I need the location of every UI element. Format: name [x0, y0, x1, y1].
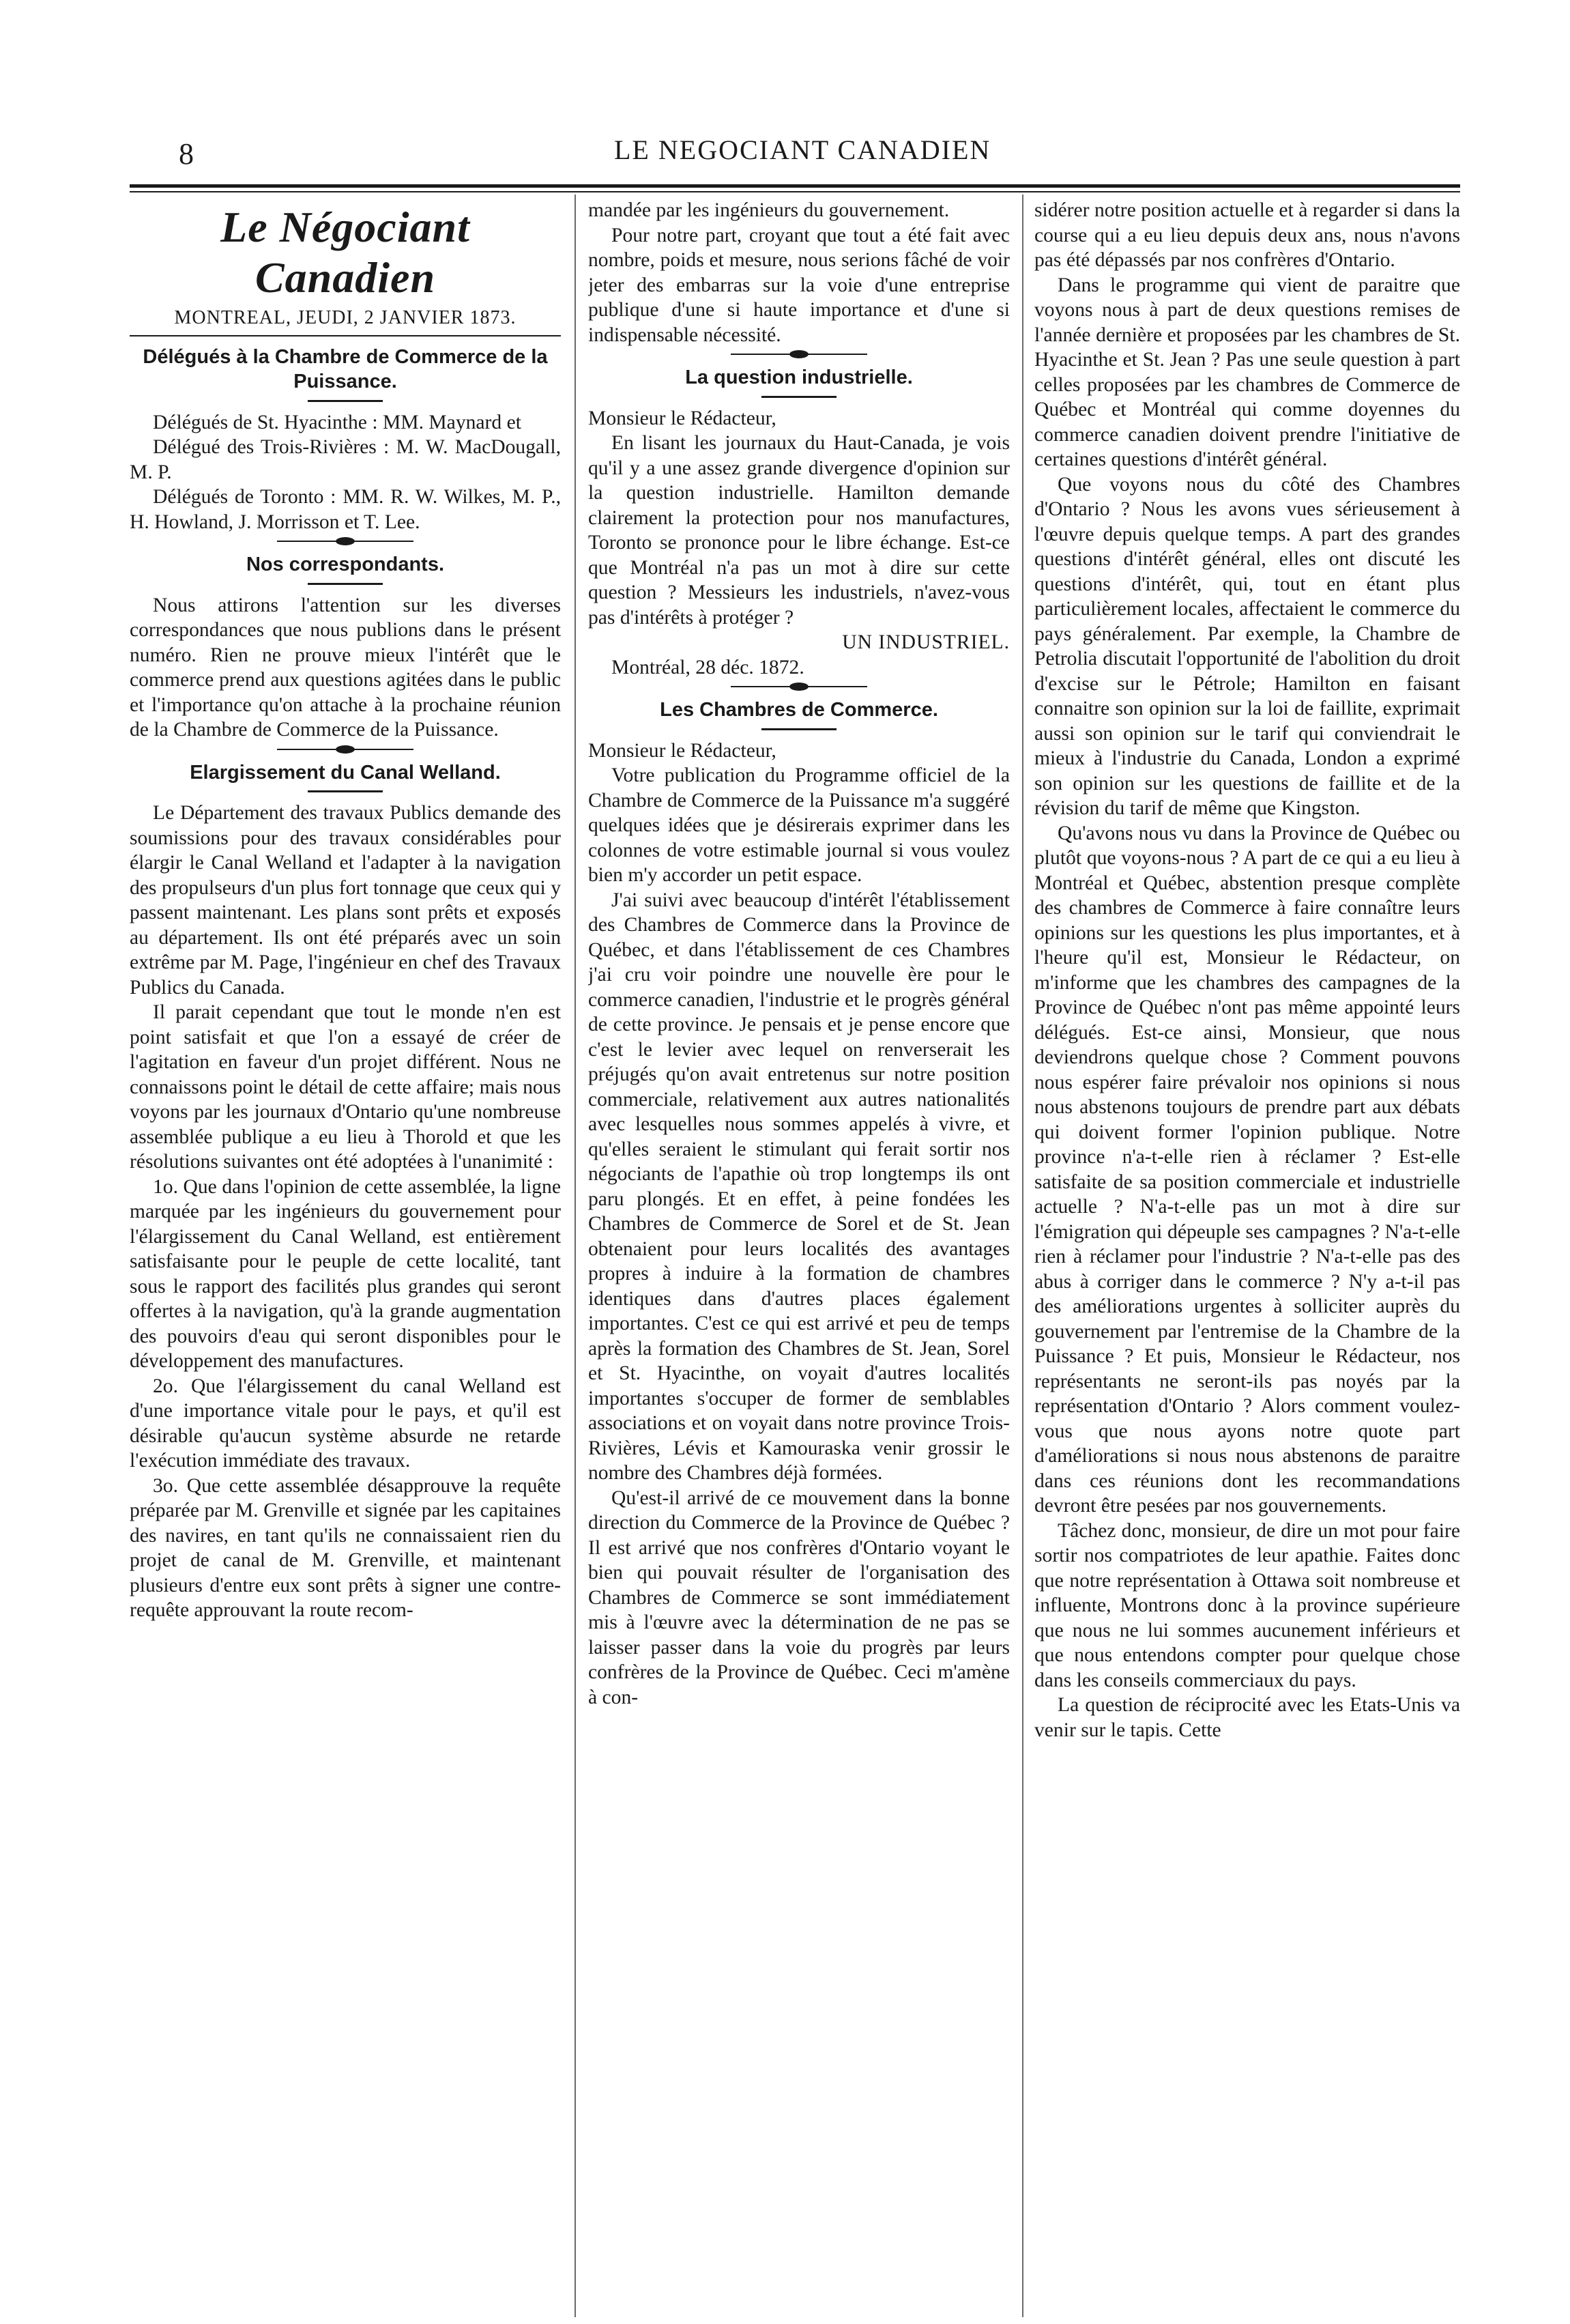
paragraph: La question de réciprocité avec les Etats-Unis va venir sur le tapis. Cette [1034, 1694, 1460, 1741]
article-title-delegates: Délégués à la Chambre de Commerce de la Puissance. [143, 345, 548, 392]
paragraph: Qu'avons nous vu dans la Province de Québec ou plutôt que voyons-nous ? A part de ce qui a eu lieu à Montréal et Québec, abstention presque complète des chambres de Commerce à faire connaître leurs opinions sur les questions les plus importantes, et à l'heure qu'il est, Monsieur le Rédacteur, on m'informe que les chambres des campagnes de la Province de Québec n'ont pas même appointé leurs délégués. Est-ce ainsi, Monsieur, que nous deviendrons quelque chose ? Comment pouvons nous espérer faire prévaloir nos opinions si nous nous abstenons toujours de prendre part aux débats qui doivent former l'opinion publique. Notre province n'a-t-elle rien à réclamer ? Est-elle satisfaite de sa position commerciale et industrielle actuelle ? N'a-t-elle pas un mot à dire sur l'émigration qui dépeuple ses campagnes ? N'a-t-elle rien à réclamer pour l'industrie ? N'a-t-elle pas des abus à corriger dans le commerce ? N'y a-t-il pas des améliorations urgentes à solliciter auprès du gouvernement par l'entremise de la Chambre de la Puissance ? Et puis, Monsieur le Rédacteur, nos représentants ne seront-ils pas noyés par la représentation d'Ontario ? Alors comment voulez-vous que nous ayons notre quote part d'améliorations si nous nous abstenons de paraitre dans ces réunions dont les recommandations devront être pesées par nos gouvernements. [1034, 822, 1460, 1517]
column-1 [130, 198, 561, 2321]
paragraph: Nous attirons l'attention sur les diverses correspondances que nous publions dans le présent numéro. Rien ne prouve mieux l'intérêt que le commerce prend aux questions agitées dans le public et l'importance qu'on attache à la prochaine réunion de la Chambre de Commerce de la Puissance. [130, 594, 561, 741]
running-header-title: LE NEGOCIANT CANADIEN [614, 134, 991, 165]
article-title-chambers-of-commerce: Les Chambres de Commerce. [660, 699, 938, 721]
dateline: MONTREAL, JEUDI, 2 JANVIER 1873. [174, 307, 517, 328]
salutation: Monsieur le Rédacteur, [588, 407, 776, 429]
paragraph: Votre publication du Programme officiel de la Chambre de Commerce de la Puissance m'a suggéré quelques idées que je désirerais exprimer dans les colonnes de votre estimable journal si vous voulez bien m'y accorder un petit espace. [588, 764, 1010, 886]
paragraph: Délégué des Trois-Rivières : M. W. MacDougall, M. P. [130, 436, 561, 483]
paragraph: 1o. Que dans l'opinion de cette assemblée, la ligne marquée par les ingénieurs du gouvernement pour l'élargissement du Canal Welland, est entièrement satisfaisante pour le peuple de cette localité, tant sous le rapport des facilités plus grandes qui seront offertes à la navigation, qu'à la grande augmentation des pouvoirs d'eau qui seront disponibles pour le développement des manufactures. [130, 1175, 561, 1372]
column-3 [1034, 198, 1460, 2321]
section-ornament [731, 683, 867, 691]
title-rule [308, 400, 383, 402]
paragraph: 2o. Que l'élargissement du canal Welland est d'une importance vitale pour le pays, et qu'il est désirable qu'aucun système absurde ne retarde l'exécution immédiate des travaux. [130, 1375, 561, 1472]
column-separator-1 [575, 195, 576, 2317]
article-title-welland-canal: Elargissement du Canal Welland. [190, 761, 501, 784]
paragraph: mandée par les ingénieurs du gouvernement. [588, 199, 950, 221]
paragraph: 3o. Que cette assemblée désapprouve la requête préparée par M. Grenville et signée par les capitaines des navires, en tant qu'ils ne connaissaient rien du projet de canal de M. Grenville, et maintenant plusieurs d'entre eux sont prêts à signer une contre-requête approuvant la route recom- [130, 1474, 561, 1621]
paragraph: Délégués de St. Hyacinthe : MM. Maynard et [153, 411, 521, 433]
section-ornament [277, 537, 413, 545]
title-rule [761, 396, 837, 398]
paragraph: Le Département des travaux Publics demande des soumissions pour des travaux considérables pour élargir le Canal Welland et l'adapter à la navigation des propulseurs d'un plus fort tonnage que ceux qui y passent maintenant. Les plans sont prêts et exposés au département. Ils ont été préparés avec un soin extrême par M. Page, l'ingénieur en chef des Travaux Publics du Canada. [130, 802, 561, 999]
paragraph: Délégués de Toronto : MM. R. W. Wilkes, M. P., H. Howland, J. Morrisson et T. Lee. [130, 486, 561, 533]
header-rule-thick [130, 184, 1460, 188]
column-2 [588, 198, 1010, 2321]
page-number: 8 [179, 137, 194, 171]
title-rule [308, 790, 383, 792]
paragraph: En lisant les journaux du Haut-Canada, je vois qu'il y a une assez grande divergence d'opinion sur la question industrielle. Hamilton demande clairement la protection pour nos manufactures, Toronto se prononce pour le libre échange. Est-ce que Montréal n'a pas un mot à dire sur cette question ? Messieurs les industriels, n'avez-vous pas d'intérêts à protéger ? [588, 432, 1010, 629]
section-ornament [277, 745, 413, 754]
column-separator-2 [1022, 195, 1023, 2317]
paragraph: Tâchez donc, monsieur, de dire un mot pour faire sortir nos compatriotes de leur apathie. Faites donc que notre représentation à Ottawa soit nombreuse et influente, Montrons donc à la province supérieure que nous ne lui sommes aucunement inférieurs et que nous entendons compter pour quelque chose dans les conseils commerciaux du pays. [1034, 1519, 1460, 1691]
letter-signature: UN INDUSTRIEL. [842, 631, 1010, 653]
article-title-correspondents: Nos correspondants. [246, 554, 445, 575]
letter-date: Montréal, 28 déc. 1872. [611, 656, 804, 678]
paragraph: Il parait cependant que tout le monde n'en est point satisfait et que l'on a essayé de créer de l'agitation en faveur d'un projet différent. Nous ne connaissons point le détail de cette affaire; mais nous voyons par les journaux d'Ontario qu'une nombreuse assemblée publique a eu lieu à Thorold et que les résolutions suivantes ont été adoptées à l'unanimité : [130, 1001, 561, 1173]
masthead-rule [130, 335, 561, 336]
masthead: Le Négociant Canadien [220, 203, 470, 302]
article-title-industrial-question: La question industrielle. [685, 367, 913, 388]
header-rule-thin [130, 191, 1460, 192]
paragraph: Pour notre part, croyant que tout a été fait avec nombre, poids et mesure, nous serions fâché de voir jeter des embarras sur la voie d'une entreprise publique d'une si haute importance et d'une si indispensable nécessité. [588, 224, 1010, 346]
paragraph: Qu'est-il arrivé de ce mouvement dans la bonne direction du Commerce de la Province de Québec ? Il est arrivé que nos confrères d'Ontario voyant le bien qui pouvait résulter de l'organisation des Chambres de Commerce se sont immédiatement mis à l'œuvre avec la détermination de ne pas se laisser passer dans la voie du progrès par leurs confrères de la Province de Québec. Ceci m'amène à con- [588, 1487, 1010, 1708]
paragraph: Que voyons nous du côté des Chambres d'Ontario ? Nous les avons vues sérieusement à l'œuvre depuis quelque temps. A part des grandes questions d'intérêt général, elles ont discuté les questions d'intérêt, qui, tout en étant plus particulièrement locales, affectaient le commerce du pays généralement. Par exemple, la Chambre de Petrolia discutait l'opportunité de l'abolition du droit d'excise sur le Pétrole; Hamilton en faisant connaitre son opinion sur la loi de faillite, exprimait aussi son opinion sur le tarif qui conviendrait le mieux à l'industrie du Canada, London a exprimé son opinion sur les questions de faillite et de la révision du tarif de même que Kingston. [1034, 473, 1460, 819]
title-rule [761, 728, 837, 730]
paragraph: Dans le programme qui vient de paraitre que voyons nous à part de deux questions remises de l'année dernière et proposées par les chambres de St. Hyacinthe et St. Jean ? Pas une seule question à part celles proposées par les chambres de Commerce de Québec et Montréal qui comme doyennes du commerce canadien doivent prendre l'initiative de certaines questions d'intérêt général. [1034, 274, 1460, 470]
paragraph: sidérer notre position actuelle et à regarder si dans la course qui a eu lieu depuis deux ans, nous n'avons pas été dépassés par nos confrères d'Ontario. [1034, 199, 1460, 271]
salutation: Monsieur le Rédacteur, [588, 739, 776, 762]
title-rule [308, 583, 383, 585]
paragraph: J'ai suivi avec beaucoup d'intérêt l'établissement des Chambres de Commerce dans la Province de Québec, et dans l'établissement de ces Chambres j'ai cru voir poindre une nouvelle ère pour le commerce canadien, l'industrie et le progrès général de cette province. Je pensais et je pense encore que c'est le levier avec lequel on renverserait les préjugés qu'on avait entretenus sur notre position commerciale, relativement aux autres nationalités avec lesquelles nous sommes appelés à vivre, et qu'elles seraient le stimulant qui ferait sortir nos négociants de l'apathie où trop longtemps ils ont paru plongés. Et en effet, à peine fondées les Chambres de Commerce de Sorel et de St. Jean obtenaient pour leurs localités des avantages propres à induire à la formation de chambres identiques dans d'autres places également importantes. C'est ce qui est arrivé et peu de temps après la formation des Chambres de St. Jean, Sorel et St. Hyacinthe, on voyait d'autres localités importantes s'occuper de former de semblables associations et on voyait dans notre province Trois-Rivières, Lévis et Kamouraska venir grossir le nombre des Chambres déjà formées. [588, 889, 1010, 1484]
section-ornament [731, 350, 867, 358]
